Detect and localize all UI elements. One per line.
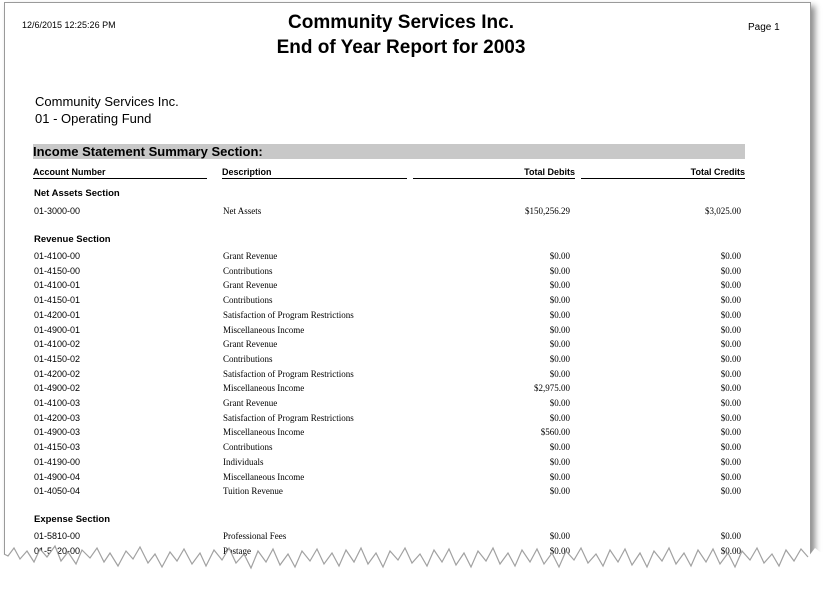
- organization-name: Community Services Inc.: [35, 94, 179, 109]
- total-debit: $0.00: [549, 486, 570, 497]
- total-credit: $0.00: [720, 339, 741, 350]
- account-description: Net Assets: [223, 206, 262, 216]
- account-number: 01-4200-02: [34, 368, 81, 379]
- account-number: 01-4100-00: [34, 251, 81, 261]
- total-debit: $0.00: [549, 265, 570, 276]
- account-number: 01-4900-04: [34, 471, 81, 482]
- total-debit: $0.00: [549, 368, 570, 379]
- account-description: Postage: [223, 545, 251, 556]
- account-number: 01-4150-02: [34, 353, 81, 364]
- account-description: Contributions: [223, 295, 273, 306]
- account-description: Professional Fees: [223, 531, 287, 541]
- account-number: 01-4900-01: [34, 324, 81, 335]
- account-description: Individuals: [223, 456, 264, 467]
- account-description: Tuition Revenue: [223, 486, 283, 497]
- section-title-revenue: Revenue Section: [34, 234, 111, 245]
- print-timestamp: 12/6/2015 12:25:26 PM: [22, 20, 116, 30]
- column-header-debits-label: Total Debits: [524, 167, 575, 177]
- total-debit: $2,975.00: [534, 383, 570, 394]
- account-description: Grant Revenue: [223, 251, 278, 261]
- total-debit: $0.00: [549, 442, 570, 453]
- total-credit: $0.00: [720, 412, 741, 423]
- account-number: 01-4200-01: [34, 309, 81, 320]
- account-number: 01-4200-03: [34, 412, 81, 423]
- total-credit: $0.00: [720, 251, 741, 261]
- total-debit: $0.00: [549, 353, 570, 364]
- account-description: Contributions: [223, 265, 273, 276]
- account-description: Contributions: [223, 442, 273, 453]
- account-description: Grant Revenue: [223, 398, 278, 408]
- account-number: 01-4100-02: [34, 339, 81, 350]
- total-debit: $0.00: [549, 456, 570, 467]
- account-number: 01-4100-03: [34, 398, 81, 408]
- section-banner-label: Income Statement Summary Section:: [33, 144, 263, 159]
- total-debit: $0.00: [549, 471, 570, 482]
- total-debit: $0.00: [549, 280, 570, 291]
- report-title-line2: End of Year Report for 2003: [276, 37, 526, 58]
- total-credit: $0.00: [720, 280, 741, 291]
- account-description: Miscellaneous Income: [223, 383, 305, 394]
- total-debit: $0.00: [549, 251, 570, 261]
- account-number: 01-4190-00: [34, 456, 81, 467]
- total-debit: $560.00: [540, 427, 570, 438]
- total-credit: $0.00: [720, 265, 741, 276]
- total-credit: $3,025.00: [705, 206, 741, 216]
- report-title-line1: Community Services Inc.: [288, 12, 514, 33]
- total-debit: $0.00: [549, 309, 570, 320]
- column-header-credits-label: Total Credits: [690, 167, 745, 177]
- total-credit: $0.00: [720, 427, 741, 438]
- total-credit: $0.00: [720, 309, 741, 320]
- total-credit: $0.00: [720, 398, 741, 408]
- total-debit: $0.00: [549, 531, 570, 541]
- page-number: Page 1: [748, 22, 780, 33]
- account-number: 01-5420-00: [34, 545, 81, 556]
- column-header-account-label: Account Number: [33, 167, 106, 177]
- total-credit: $0.00: [720, 353, 741, 364]
- account-description: Grant Revenue: [223, 339, 278, 350]
- account-description: Miscellaneous Income: [223, 471, 305, 482]
- account-description: Grant Revenue: [223, 280, 278, 291]
- account-number: 01-5810-00: [34, 531, 81, 541]
- section-title-expense: Expense Section: [34, 514, 111, 525]
- account-number: 01-4150-03: [34, 442, 81, 453]
- account-description: Satisfaction of Program Restrictions: [223, 368, 354, 379]
- account-number: 01-3000-00: [34, 206, 81, 216]
- account-description: Satisfaction of Program Restrictions: [223, 412, 354, 423]
- total-debit: $0.00: [549, 412, 570, 423]
- account-description: Miscellaneous Income: [223, 324, 305, 335]
- total-credit: $0.00: [720, 295, 741, 306]
- fund-name: 01 - Operating Fund: [35, 111, 152, 126]
- total-credit: $0.00: [720, 545, 741, 556]
- account-number: 01-4050-04: [34, 486, 81, 497]
- account-number: 01-4900-02: [34, 383, 81, 394]
- total-credit: $0.00: [720, 324, 741, 335]
- total-debit: $0.00: [549, 398, 570, 408]
- total-credit: $0.00: [720, 531, 741, 541]
- total-debit: $0.00: [549, 295, 570, 306]
- account-number: 01-4150-01: [34, 295, 81, 306]
- total-debit: $0.00: [549, 545, 570, 556]
- total-debit: $0.00: [549, 324, 570, 335]
- total-credit: $0.00: [720, 456, 741, 467]
- total-credit: $0.00: [720, 471, 741, 482]
- account-number: 01-4900-03: [34, 427, 81, 438]
- account-description: Satisfaction of Program Restrictions: [223, 309, 354, 320]
- account-number: 01-4100-01: [34, 280, 81, 291]
- section-title-net-assets: Net Assets Section: [34, 188, 120, 199]
- column-header-description-label: Description: [222, 167, 272, 177]
- account-number: 01-4150-00: [34, 265, 81, 276]
- total-credit: $0.00: [720, 486, 741, 497]
- total-debit: $0.00: [549, 339, 570, 350]
- total-credit: $0.00: [720, 368, 741, 379]
- account-description: Miscellaneous Income: [223, 427, 305, 438]
- total-credit: $0.00: [720, 442, 741, 453]
- account-description: Contributions: [223, 353, 273, 364]
- total-credit: $0.00: [720, 383, 741, 394]
- total-debit: $150,256.29: [525, 206, 570, 216]
